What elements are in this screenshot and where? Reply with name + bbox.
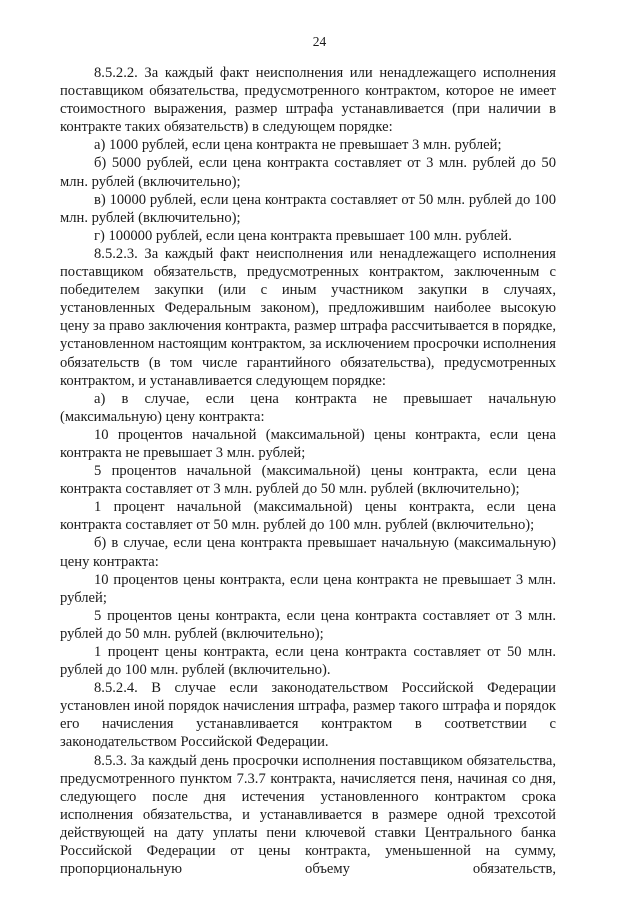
paragraph: 1 процент начальной (максимальной) цены контракта, если цена контракта составляет от 50 млн. рублей до 100 млн. рублей (включительно);	[60, 499, 556, 534]
paragraph: 8.5.2.2. За каждый факт неисполнения или ненадлежащего исполнения поставщиком обязательства, предусмотренного контрактом, которое не имеет стоимостного выражения, размер штрафа устанавливается (при наличии в контракте таких обязательств) в следующем порядке:	[60, 65, 556, 136]
paragraph: б) в случае, если цена контракта превышает начальную (максимальную) цену контракта:	[60, 535, 556, 570]
paragraph: в) 10000 рублей, если цена контракта составляет от 50 млн. рублей до 100 млн. рублей (включительно);	[60, 191, 556, 226]
paragraph: 8.5.3. За каждый день просрочки исполнения поставщиком обязательства, предусмотренного пунктом 7.3.7 контракта, начисляется пеня, начиная со дня, следующего после дня истечения установленного контрактом срока исполнения обязательства, и устанавливается в размере одной трехсотой действующей на дату уплаты пени ключевой ставки Центрального банка Российской Федерации от цены контракта, уменьшенной на сумму, пропорциональную объему обязательств,	[60, 752, 556, 878]
paragraph: 1 процент цены контракта, если цена контракта составляет от 50 млн. рублей до 100 млн. рублей (включительно).	[60, 644, 556, 679]
paragraph: а) в случае, если цена контракта не превышает начальную (максимальную) цену контракта:	[60, 390, 556, 425]
paragraph: 10 процентов цены контракта, если цена контракта не превышает 3 млн. рублей;	[60, 571, 556, 606]
paragraph: 5 процентов начальной (максимальной) цены контракта, если цена контракта составляет от 3 млн. рублей до 50 млн. рублей (включительно);	[60, 463, 556, 498]
paragraph: 8.5.2.4. В случае если законодательством Российской Федерации установлен иной порядок начисления штрафа, размер такого штрафа и порядок его начисления устанавливается контрактом в соответствии с законодательством Российской Федерации.	[60, 680, 556, 751]
paragraph: 10 процентов начальной (максимальной) цены контракта, если цена контракта не превышает 3 млн. рублей;	[60, 426, 556, 461]
page-number: 24	[312, 34, 327, 49]
paragraph: 8.5.2.3. За каждый факт неисполнения или ненадлежащего исполнения поставщиком обязательств, предусмотренных контрактом, заключенным с победителем закупки (или с иным участником закупки в случаях, установленных Федеральным законом), предложившим наиболее высокую цену за право заключения контракта, размер штрафа рассчитывается в порядке, установленном настоящим контрактом, за исключением просрочки исполнения обязательств (в том числе гарантийного обязательства), предусмотренных контрактом, и устанавливается следующем порядке:	[60, 245, 556, 389]
document-body	[60, 64, 556, 878]
paragraph: г) 100000 рублей, если цена контракта превышает 100 млн. рублей.	[94, 227, 512, 244]
paragraph: б) 5000 рублей, если цена контракта составляет от 3 млн. рублей до 50 млн. рублей (включительно);	[60, 155, 556, 190]
paragraph: 5 процентов цены контракта, если цена контракта составляет от 3 млн. рублей до 50 млн. рублей (включительно);	[60, 607, 556, 642]
paragraph: а) 1000 рублей, если цена контракта не превышает 3 млн. рублей;	[94, 137, 502, 154]
